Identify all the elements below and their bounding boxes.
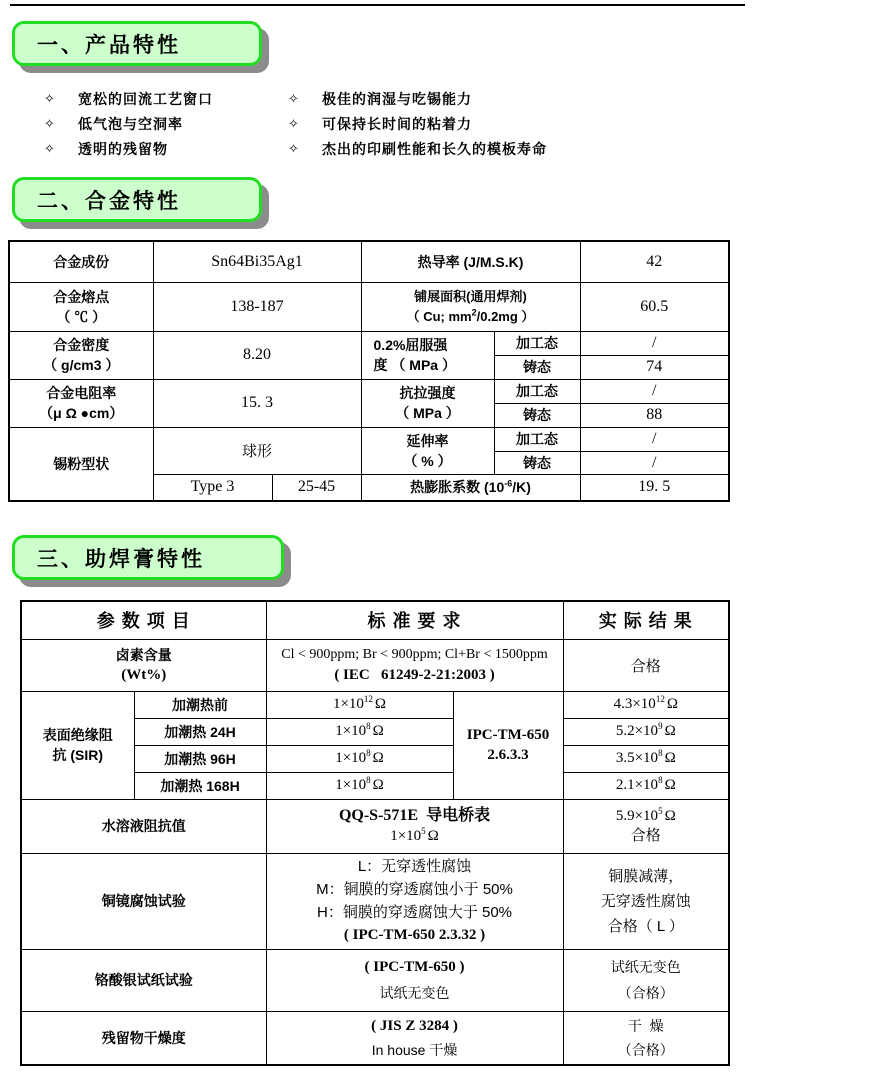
feature-text: 宽松的回流工艺窗口 [78, 90, 213, 107]
alloy-powder-size-value: 25-45 [272, 474, 361, 501]
table-row [21, 1011, 729, 1065]
feature-text: 透明的残留物 [78, 140, 168, 157]
flux-sir-method: IPC-TM-650 2.6.3.3 [453, 691, 563, 799]
feature-text: 低气泡与空洞率 [78, 115, 183, 132]
feature-list-right [288, 86, 547, 161]
flux-sir-result-value: $5.2\times 10^9$ Ω [563, 718, 729, 745]
page-top-rule [10, 4, 745, 6]
section-1-title: 一、产品特性 [37, 33, 181, 57]
flux-sir-standard-value: $1\times 10^8$ Ω [266, 745, 453, 772]
feature-text: 极佳的润湿与吃锡能力 [322, 90, 472, 107]
diamond-bullet-icon: ✧ [44, 115, 56, 131]
alloy-elongation-processed-value: / [580, 427, 729, 451]
alloy-yield-strength-label: 0.2%屈服强 度 （ MPa ） [361, 331, 494, 379]
table-row [9, 241, 729, 282]
flux-sir-label: 表面绝缘阻 抗 (SIR) [21, 691, 134, 799]
flux-sir-condition: 加潮热 168H [134, 772, 266, 799]
alloy-elongation-cast-label: 铸态 [494, 451, 580, 474]
alloy-tensile-label: 抗拉强度 （ MPa ） [361, 379, 494, 427]
table-row [9, 331, 729, 355]
flux-silver-chromate-result: 试纸无变色 （合格） [563, 949, 729, 1011]
table-row [21, 853, 729, 949]
flux-residue-label: 残留物干燥度 [21, 1011, 266, 1065]
flux-halogen-result: 合格 [563, 639, 729, 691]
alloy-melting-point-label: 合金熔点 （ ℃ ） [9, 282, 153, 331]
alloy-tensile-processed-value: / [580, 379, 729, 403]
alloy-tensile-cast-label: 铸态 [494, 403, 580, 427]
flux-residue-result: 干 燥 （合格） [563, 1011, 729, 1065]
feature-item [288, 86, 547, 111]
flux-sir-condition: 加潮热 96H [134, 745, 266, 772]
feature-item [44, 111, 213, 136]
feature-item [288, 111, 547, 136]
diamond-bullet-icon: ✧ [288, 140, 300, 156]
diamond-bullet-icon: ✧ [44, 90, 56, 106]
alloy-yield-cast-label: 铸态 [494, 355, 580, 379]
flux-properties-table [20, 600, 730, 1066]
flux-copper-mirror-standard: L：无穿透性腐蚀 M：铜膜的穿透腐蚀小于 50% H：铜膜的穿透腐蚀大于 50% ( IPC-TM-650 2.3.32 ) [266, 853, 563, 949]
alloy-density-value: 8.20 [153, 331, 361, 379]
flux-sir-condition: 加潮热前 [134, 691, 266, 718]
alloy-cte-value: 19. 5 [580, 474, 729, 501]
flux-copper-mirror-label: 铜镜腐蚀试验 [21, 853, 266, 949]
flux-sir-result-value: $3.5\times 10^8$ Ω [563, 745, 729, 772]
alloy-cte-label: 热膨胀系数 $(10^{-6}/K)$ [361, 474, 580, 501]
feature-text: 可保持长时间的粘着力 [322, 115, 472, 132]
flux-aqueous-result: $5.9\times 10^5$ Ω 合格 [563, 799, 729, 853]
section-3-header [12, 535, 284, 580]
feature-item [288, 136, 547, 161]
table-row [9, 282, 729, 331]
flux-header-result: 实 际 结 果 [563, 601, 729, 639]
feature-item [44, 136, 213, 161]
feature-list-left [44, 86, 213, 161]
flux-silver-chromate-label: 铬酸银试纸试验 [21, 949, 266, 1011]
alloy-yield-processed-label: 加工态 [494, 331, 580, 355]
feature-text: 杰出的印刷性能和长久的模板寿命 [322, 140, 547, 157]
alloy-composition-value: Sn64Bi35Ag1 [153, 241, 361, 282]
flux-header-standard: 标 准 要 求 [266, 601, 563, 639]
alloy-melting-point-value: 138-187 [153, 282, 361, 331]
flux-sir-standard-value: $1\times 10^8$ Ω [266, 772, 453, 799]
alloy-resistivity-label: 合金电阻率 （μ Ω ●cm） [9, 379, 153, 427]
table-row [21, 691, 729, 718]
alloy-resistivity-value: 15. 3 [153, 379, 361, 427]
table-row [21, 799, 729, 853]
feature-item [44, 86, 213, 111]
alloy-thermal-conductivity-label: 热导率 (J/M.S.K) [361, 241, 580, 282]
alloy-powder-type-value: Type 3 [153, 474, 272, 501]
alloy-elongation-label: 延伸率 （ % ） [361, 427, 494, 474]
table-row [21, 639, 729, 691]
alloy-properties-table [8, 240, 730, 502]
flux-residue-standard: ( JIS Z 3284 ) In house 干燥 [266, 1011, 563, 1065]
section-3-title: 三、助焊膏特性 [37, 547, 205, 571]
alloy-powder-shape-value: 球形 [153, 427, 361, 474]
alloy-elongation-cast-value: / [580, 451, 729, 474]
diamond-bullet-icon: ✧ [288, 115, 300, 131]
flux-sir-standard-value: $1\times 10^8$ Ω [266, 718, 453, 745]
flux-sir-standard-value: $1\times 10^{12}$ Ω [266, 691, 453, 718]
diamond-bullet-icon: ✧ [288, 90, 300, 106]
table-row [9, 427, 729, 451]
alloy-yield-processed-value: / [580, 331, 729, 355]
alloy-composition-label: 合金成份 [9, 241, 153, 282]
alloy-powder-shape-label: 锡粉型状 [9, 427, 153, 501]
alloy-density-label: 合金密度 （ g/cm3 ） [9, 331, 153, 379]
flux-header-parameter: 参 数 项 目 [21, 601, 266, 639]
diamond-bullet-icon: ✧ [44, 140, 56, 156]
alloy-elongation-processed-label: 加工态 [494, 427, 580, 451]
flux-sir-condition: 加潮热 24H [134, 718, 266, 745]
flux-aqueous-standard: QQ-S-571E 导电桥表 $1\times 10^5$ Ω [266, 799, 563, 853]
flux-sir-result-value: $4.3\times 10^{12}$ Ω [563, 691, 729, 718]
section-2-header [12, 177, 262, 222]
alloy-thermal-conductivity-value: 42 [580, 241, 729, 282]
flux-halogen-label: 卤素含量 (Wt%) [21, 639, 266, 691]
flux-halogen-standard: Cl < 900ppm; Br < 900ppm; Cl+Br < 1500ppm ( IEC 61249-2-21:2003 ) [266, 639, 563, 691]
flux-aqueous-label: 水溶液阻抗值 [21, 799, 266, 853]
table-header-row [21, 601, 729, 639]
alloy-spread-area-value: 60.5 [580, 282, 729, 331]
flux-sir-result-value: $2.1\times 10^8$ Ω [563, 772, 729, 799]
table-row [21, 949, 729, 1011]
alloy-tensile-processed-label: 加工态 [494, 379, 580, 403]
flux-copper-mirror-result: 铜膜减薄， 无穿透性腐蚀 合格（ L ） [563, 853, 729, 949]
flux-silver-chromate-standard: ( IPC-TM-650 ) 试纸无变色 [266, 949, 563, 1011]
table-row [9, 379, 729, 403]
alloy-tensile-cast-value: 88 [580, 403, 729, 427]
alloy-spread-area-label: 铺展面积(通用焊剂) （ Cu; $mm^2/0.2mg$ ） [361, 282, 580, 331]
section-1-header [12, 21, 262, 66]
alloy-yield-cast-value: 74 [580, 355, 729, 379]
section-2-title: 二、合金特性 [37, 189, 181, 213]
